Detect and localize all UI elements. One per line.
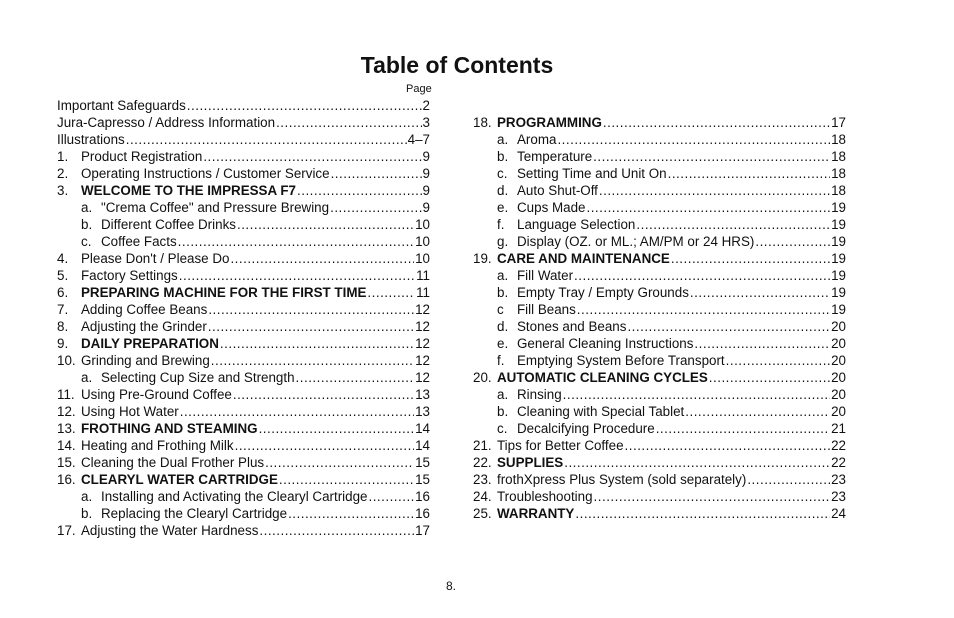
entry-page-number: 14 (415, 421, 430, 436)
dot-leader (220, 335, 414, 352)
toc-entry (473, 352, 846, 369)
dot-leader (237, 216, 414, 233)
entry-number: 8. (57, 319, 69, 334)
toc-entry (57, 284, 430, 301)
toc-entry (57, 318, 430, 335)
entry-title: Cleaning the Dual Frother Plus (81, 455, 265, 470)
entry-page-number: 22 (831, 455, 846, 470)
entry-page-number: 15 (415, 455, 430, 470)
toc-entry (473, 420, 846, 437)
toc-entry (473, 284, 846, 301)
toc-entry (57, 505, 430, 522)
entry-page-number: 21 (831, 421, 846, 436)
toc-entry (473, 182, 846, 199)
toc-entry (473, 369, 846, 386)
dot-leader (179, 267, 415, 284)
entry-page-number: 18 (831, 166, 846, 181)
toc-entry (57, 301, 430, 318)
entry-title: frothXpress Plus System (sold separately) (497, 472, 747, 487)
entry-sub-letter: c. (81, 234, 92, 249)
dot-leader (627, 318, 830, 335)
toc-entry (473, 199, 846, 216)
entry-number: 17. (57, 523, 76, 538)
dot-leader (208, 301, 414, 318)
entry-sub-letter: c. (497, 421, 508, 436)
toc-entry (473, 386, 846, 403)
dot-leader (180, 403, 414, 420)
dot-leader (690, 284, 830, 301)
entry-title: Jura-Capresso / Address Information (57, 115, 276, 130)
toc-entry (57, 250, 430, 267)
entry-page-number: 10 (415, 217, 430, 232)
entry-page-number: 17 (831, 115, 846, 130)
entry-title: Different Coffee Drinks (101, 217, 236, 232)
entry-page-number: 20 (831, 387, 846, 402)
toc-entry (473, 148, 846, 165)
entry-sub-letter: a. (497, 132, 509, 147)
toc-entry (57, 386, 430, 403)
dot-leader (265, 454, 414, 471)
entry-title: AUTOMATIC CLEANING CYCLES (497, 370, 708, 385)
dot-leader (747, 471, 830, 488)
entry-number: 15. (57, 455, 76, 470)
toc-entry (57, 454, 430, 471)
entry-page-number: 12 (415, 353, 430, 368)
toc-entry (473, 488, 846, 505)
entry-title: General Cleaning Instructions (517, 336, 694, 351)
entry-sub-letter: a. (497, 387, 509, 402)
entry-title: WELCOME TO THE IMPRESSA F7 (81, 183, 297, 198)
entry-title: Aroma (517, 132, 557, 147)
dot-leader (178, 233, 414, 250)
entry-page-number: 16 (415, 506, 430, 521)
entry-title: Selecting Cup Size and Strength (101, 370, 295, 385)
entry-number: 21. (473, 438, 492, 453)
entry-page-number: 19 (831, 302, 846, 317)
dot-leader (259, 420, 415, 437)
dot-leader (563, 386, 830, 403)
entry-title: Emptying System Before Transport (517, 353, 725, 368)
toc-entry (473, 471, 846, 488)
entry-title: CARE AND MAINTENANCE (497, 251, 670, 266)
entry-title: PREPARING MACHINE FOR THE FIRST TIME (81, 285, 367, 300)
dot-leader (593, 148, 830, 165)
entry-page-number: 13 (415, 387, 430, 402)
entry-page-number: 13 (415, 404, 430, 419)
entry-sub-letter: c. (497, 166, 508, 181)
entry-page-number: 24 (831, 506, 846, 521)
dot-leader (656, 420, 830, 437)
toc-entry (473, 335, 846, 352)
entry-page-number: 19 (831, 268, 846, 283)
dot-leader (685, 403, 830, 420)
entry-number: 25. (473, 506, 492, 521)
toc-entry (473, 216, 846, 233)
entry-page-number: 15 (415, 472, 430, 487)
entry-page-number: 23 (831, 472, 846, 487)
entry-page-number: 9 (422, 183, 430, 198)
entry-page-number: 19 (831, 200, 846, 215)
dot-leader (564, 454, 830, 471)
entry-title: Cups Made (517, 200, 586, 215)
toc-entry (57, 267, 430, 284)
entry-title: Coffee Facts (101, 234, 177, 249)
entry-sub-letter: c (497, 302, 504, 317)
entry-page-number: 18 (831, 183, 846, 198)
title-container (0, 52, 914, 79)
entry-title: Using Hot Water (81, 404, 179, 419)
entry-page-number: 20 (831, 319, 846, 334)
dot-leader (557, 131, 830, 148)
entry-number: 23. (473, 472, 492, 487)
toc-entry (473, 233, 846, 250)
entry-number: 10. (57, 353, 76, 368)
toc-entry (57, 437, 430, 454)
toc-entry (57, 165, 430, 182)
entry-number: 14. (57, 438, 76, 453)
entry-sub-letter: a. (81, 489, 93, 504)
entry-page-number: 23 (831, 489, 846, 504)
entry-page-number: 22 (831, 438, 846, 453)
toc-entry (57, 403, 430, 420)
entry-sub-letter: b. (497, 404, 509, 419)
entry-page-number: 11 (416, 268, 430, 283)
entry-number: 7. (57, 302, 69, 317)
entry-number: 3. (57, 183, 69, 198)
toc-entry (473, 267, 846, 284)
dot-leader (636, 216, 830, 233)
entry-page-number: 10 (415, 234, 430, 249)
entry-title: FROTHING AND STEAMING (81, 421, 258, 436)
toc-right-column (473, 114, 846, 522)
dot-leader (709, 369, 830, 386)
dot-leader (599, 182, 830, 199)
dot-leader (368, 488, 414, 505)
entry-title: Display (OZ. or ML.; AM/PM or 24 HRS) (517, 234, 755, 249)
dot-leader (668, 165, 830, 182)
dot-leader (575, 505, 830, 522)
entry-page-number: 2 (422, 98, 430, 113)
entry-number: 18. (473, 115, 492, 130)
toc-entry (57, 420, 430, 437)
toc-entry (57, 233, 430, 250)
entry-title: Product Registration (81, 149, 203, 164)
dot-leader (694, 335, 830, 352)
entry-page-number: 9 (422, 166, 430, 181)
dot-leader (296, 369, 415, 386)
toc-entry (473, 114, 846, 131)
entry-page-number: 20 (831, 353, 846, 368)
dot-leader (259, 522, 414, 539)
entry-number: 11. (57, 387, 75, 402)
entry-page-number: 11 (416, 285, 430, 300)
dot-leader (594, 488, 831, 505)
entry-title: Fill Beans (517, 302, 576, 317)
dot-leader (276, 114, 421, 131)
toc-entry (57, 131, 430, 148)
dot-leader (755, 233, 830, 250)
dot-leader (671, 250, 830, 267)
entry-page-number: 12 (415, 319, 430, 334)
dot-leader (230, 250, 414, 267)
entry-page-number: 4–7 (407, 132, 430, 147)
page-number: 8. (446, 579, 457, 593)
entry-sub-letter: b. (497, 285, 509, 300)
entry-page-number: 3 (422, 115, 430, 130)
toc-entry (57, 114, 430, 131)
dot-leader (279, 471, 414, 488)
entry-page-number: 12 (415, 370, 430, 385)
toc-entry (473, 165, 846, 182)
toc-entry (473, 403, 846, 420)
entry-number: 5. (57, 268, 69, 283)
entry-number: 12. (57, 404, 76, 419)
entry-page-number: 20 (831, 370, 846, 385)
toc-entry (57, 352, 430, 369)
entry-sub-letter: d. (497, 319, 509, 334)
entry-title: Cleaning with Special Tablet (517, 404, 685, 419)
entry-number: 13. (57, 421, 76, 436)
toc-entry (57, 199, 430, 216)
entry-page-number: 19 (831, 285, 846, 300)
dot-leader (726, 352, 830, 369)
entry-page-number: 19 (831, 234, 846, 249)
dot-leader (330, 199, 421, 216)
dot-leader (297, 182, 422, 199)
entry-sub-letter: a. (81, 370, 93, 385)
dot-leader (208, 318, 414, 335)
entry-title: Operating Instructions / Customer Service (81, 166, 330, 181)
toc-entry (473, 250, 846, 267)
entry-title: Grinding and Brewing (81, 353, 210, 368)
entry-number: 24. (473, 489, 492, 504)
entry-title: Factory Settings (81, 268, 178, 283)
toc-entry (57, 182, 430, 199)
entry-title: Installing and Activating the Clearyl Cartridge (101, 489, 368, 504)
dot-leader (577, 301, 830, 318)
entry-title: PROGRAMMING (497, 115, 602, 130)
toc-left-column (57, 97, 430, 539)
entry-title: Language Selection (517, 217, 636, 232)
page-column-header: Page (406, 83, 432, 95)
entry-page-number: 17 (415, 523, 430, 538)
entry-sub-letter: e. (497, 200, 509, 215)
entry-title: Important Safeguards (57, 98, 186, 113)
toc-entry (473, 131, 846, 148)
entry-sub-letter: g. (497, 234, 509, 249)
entry-title: WARRANTY (497, 506, 575, 521)
toc-entry (57, 335, 430, 352)
entry-page-number: 20 (831, 336, 846, 351)
entry-number: 22. (473, 455, 492, 470)
entry-page-number: 9 (422, 200, 430, 215)
entry-sub-letter: f. (497, 353, 505, 368)
entry-title: Setting Time and Unit On (517, 166, 667, 181)
toc-entry (57, 488, 430, 505)
entry-page-number: 20 (831, 404, 846, 419)
entry-page-number: 19 (831, 217, 846, 232)
entry-sub-letter: b. (81, 217, 93, 232)
toc-entry (57, 369, 430, 386)
entry-number: 1. (57, 149, 69, 164)
dot-leader (603, 114, 830, 131)
toc-entry (57, 97, 430, 114)
entry-title: Illustrations (57, 132, 125, 147)
dot-leader (187, 97, 422, 114)
entry-number: 4. (57, 251, 69, 266)
dot-leader (235, 437, 415, 454)
dot-leader (203, 148, 421, 165)
entry-title: Replacing the Clearyl Cartridge (101, 506, 288, 521)
entry-title: "Crema Coffee" and Pressure Brewing (101, 200, 330, 215)
entry-title: Auto Shut-Off (517, 183, 598, 198)
entry-number: 16. (57, 472, 76, 487)
entry-title: Empty Tray / Empty Grounds (517, 285, 689, 300)
entry-title: Adjusting the Water Hardness (81, 523, 259, 538)
entry-title: Tips for Better Coffee (497, 438, 624, 453)
entry-page-number: 18 (831, 132, 846, 147)
entry-title: Using Pre-Ground Coffee (81, 387, 232, 402)
entry-page-number: 18 (831, 149, 846, 164)
entry-number: 2. (57, 166, 69, 181)
page-title: Table of Contents (360, 52, 554, 78)
dot-leader (625, 437, 831, 454)
entry-page-number: 19 (831, 251, 846, 266)
entry-sub-letter: a. (497, 268, 509, 283)
dot-leader (126, 131, 407, 148)
entry-number: 6. (57, 285, 69, 300)
entry-title: SUPPLIES (497, 455, 564, 470)
entry-sub-letter: d. (497, 183, 509, 198)
entry-sub-letter: b. (81, 506, 93, 521)
entry-title: Stones and Beans (517, 319, 627, 334)
toc-entry (473, 454, 846, 471)
entry-number: 20. (473, 370, 492, 385)
entry-sub-letter: e. (497, 336, 509, 351)
entry-page-number: 16 (415, 489, 430, 504)
dot-leader (574, 267, 830, 284)
entry-sub-letter: b. (497, 149, 509, 164)
entry-title: DAILY PREPARATION (81, 336, 219, 351)
entry-page-number: 14 (415, 438, 430, 453)
entry-page-number: 10 (415, 251, 430, 266)
toc-entry (57, 471, 430, 488)
toc-entry (473, 505, 846, 522)
dot-leader (331, 165, 422, 182)
dot-leader (586, 199, 830, 216)
entry-title: Rinsing (517, 387, 562, 402)
entry-page-number: 9 (422, 149, 430, 164)
entry-title: Temperature (517, 149, 593, 164)
dot-leader (367, 284, 415, 301)
entry-sub-letter: a. (81, 200, 93, 215)
entry-title: CLEARYL WATER CARTRIDGE (81, 472, 278, 487)
entry-title: Decalcifying Procedure (517, 421, 655, 436)
toc-entry (57, 522, 430, 539)
dot-leader (211, 352, 414, 369)
entry-sub-letter: f. (497, 217, 505, 232)
dot-leader (233, 386, 414, 403)
entry-page-number: 12 (415, 302, 430, 317)
toc-entry (473, 318, 846, 335)
toc-entry (57, 148, 430, 165)
toc-entry (473, 301, 846, 318)
entry-number: 9. (57, 336, 69, 351)
entry-page-number: 12 (415, 336, 430, 351)
entry-title: Heating and Frothing Milk (81, 438, 234, 453)
dot-leader (288, 505, 414, 522)
entry-title: Adding Coffee Beans (81, 302, 208, 317)
entry-number: 19. (473, 251, 492, 266)
entry-title: Adjusting the Grinder (81, 319, 207, 334)
entry-title: Fill Water (517, 268, 574, 283)
entry-title: Please Don't / Please Do (81, 251, 230, 266)
entry-title: Troubleshooting (497, 489, 593, 504)
toc-entry (473, 437, 846, 454)
toc-entry (57, 216, 430, 233)
